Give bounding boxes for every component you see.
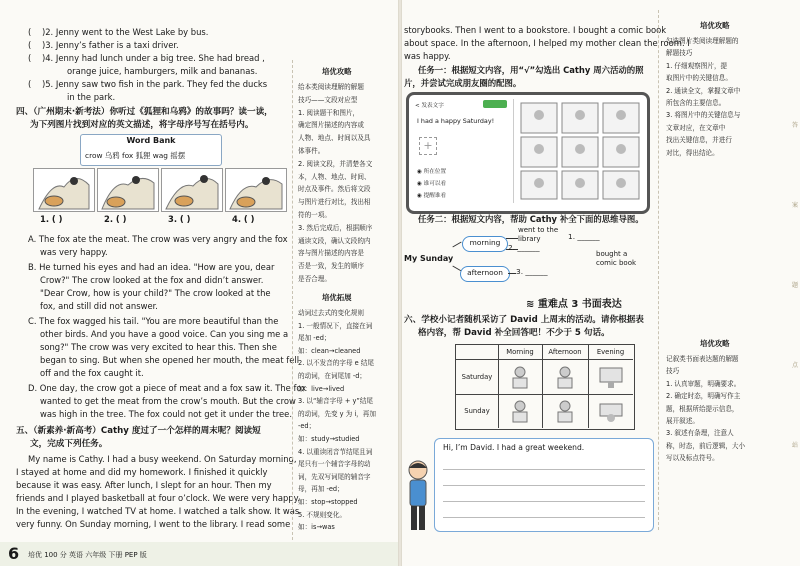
task-2-title: 任务二：根据短文内容，帮助 Cathy 补全下面的思维导图。 (418, 214, 644, 224)
story-line: other birds. And you have a good voice. Can you sing me a (40, 329, 289, 339)
story-picture-1 (33, 168, 95, 212)
tip-line: 符的一项。 (298, 211, 331, 219)
tip-line: 所包含的主要信息。 (666, 99, 726, 107)
tip-line: 否是一致，发生的顺序 (298, 262, 364, 271)
tip-line: 3. 以“辅音字母 + y”结尾 (298, 397, 373, 406)
passage-cont-line: storybooks. Then I went to a bookstore. I bought a comic book (404, 25, 667, 35)
tips-title-4: 培优攻略 (700, 339, 730, 348)
activity-picture (596, 398, 626, 424)
section-4-title: 四、（广州期末·新考法）你听过《狐狸和乌鸦》的故事吗？读一读， (16, 107, 273, 117)
tip-line: 4. 以重读闭音节结尾且词 (298, 447, 373, 456)
fox-crow-illustration-4 (226, 169, 286, 211)
answer-slot-1[interactable]: 1. ( ) (40, 214, 63, 224)
item-3: ( )3. Jenny’s father is a taxi driver. (28, 40, 179, 50)
section-6-title: 六、学校小记者随机采访了 David 上周末的活动。请你根据表 (404, 315, 644, 325)
passage-cont-line: was happy. (404, 51, 451, 61)
branch-comic-book: bought a comic book (596, 250, 637, 267)
answer-speech-box[interactable] (434, 438, 654, 532)
key-point-heading: ≋ 重难点 3 书面表达 (526, 299, 622, 310)
section-6-title-2: 格内容，帮 David 补全回答吧！不少于 5 句话。 (418, 328, 610, 338)
story-line: began to sing. But when she opened her mouth, the meat fell (40, 355, 300, 365)
location-icon: ◉ (417, 169, 424, 175)
passage-line: very funny. On Sunday morning, I went to the library. I read some (16, 519, 291, 529)
speech-opening: Hi, I’m David. I had a great weekend. (443, 443, 585, 452)
table-header-afternoon: Afternoon (542, 345, 589, 360)
story-picture-3 (161, 168, 223, 212)
item-2: ( )2. Jenny went to the West Lake by bus. (28, 27, 209, 37)
side-tab: 案 (791, 202, 798, 209)
branch-library: went to the library (518, 226, 559, 243)
tip-line: 3. 叙述有条理，注意人 (666, 429, 734, 438)
tablet-moments-illustration (406, 92, 650, 214)
activity-picture (596, 364, 626, 390)
side-tab: 站 (791, 442, 798, 449)
tip-line: -ed； (298, 422, 316, 431)
tip-line: 如：clean→cleaned (298, 346, 361, 355)
word-bank (80, 134, 222, 166)
item-5: ( )5. Jenny saw two fish in the park. They fed the ducks (28, 79, 268, 89)
table-row-sunday: Sunday (456, 394, 499, 428)
table-cell-picture (498, 359, 543, 395)
tip-line: 时点及事件。然后将文段 (298, 185, 371, 194)
tip-line: 题，根据所给提示信息， (666, 404, 739, 413)
table-row-saturday: Saturday (456, 359, 499, 395)
tips-title-3: 培优攻略 (700, 21, 730, 30)
publish-button[interactable] (483, 100, 507, 108)
tips-title-1: 培优攻略 (322, 67, 352, 76)
post-header: < 发表文字 (415, 103, 444, 109)
table-header-evening: Evening (588, 345, 633, 360)
item-5-cont: in the park. (67, 92, 116, 102)
table-cell-picture (588, 394, 633, 428)
table-cell-picture (498, 394, 543, 428)
fox-crow-illustration-3 (162, 169, 222, 211)
tip-line: 体事件。 (298, 147, 325, 155)
fox-crow-illustration-1 (34, 169, 94, 211)
passage-line: because it was easy. After lunch, I slept for an hour. Then my (16, 480, 272, 490)
task-1-title-2: 片，并尝试完成朋友圈的配图。 (404, 78, 522, 88)
tip-line: 的动词，在词尾加 -d； (298, 372, 367, 380)
tip-line: 展开叙述。 (666, 417, 699, 425)
passage-line: My name is Cathy. I had a busy weekend. On Saturday morning, (28, 454, 297, 464)
item-4: ( )4. Jenny had lunch under a big tree. She had bread , (28, 53, 265, 63)
word-bank-items: crow 乌鸦 fox 狐狸 wag 摇摆 (85, 151, 186, 160)
tip-line: 2. 通读全文，掌握文章中 (666, 86, 741, 95)
passage-line: In the evening, I watched TV at home. I watched a talk show. It was (16, 506, 300, 516)
tip-line: 1. 认真审题，明确要求。 (666, 379, 741, 388)
passage-cont-line: about space. In the afternoon, I helped my mother clean the room. I (404, 38, 690, 48)
story-line: fox, and still did not answer. (40, 301, 158, 311)
tip-line: 容与图片描述的内容是 (298, 249, 364, 258)
tip-line: 1. 阅读题干和图片， (298, 108, 360, 117)
activity-table (455, 344, 635, 430)
tip-line: 如：study→studied (298, 435, 360, 443)
story-line: was very happy. (40, 247, 108, 257)
section-5-title-2: 文，完成下列任务。 (30, 439, 108, 449)
answer-slot-4[interactable]: 4. ( ) (232, 214, 255, 224)
tip-line: 记叙类书面表达题的解题 (666, 355, 739, 363)
boy-david-icon (404, 460, 432, 536)
person-icon: ◉ (417, 181, 424, 187)
post-text: I had a happy Saturday! (417, 117, 495, 125)
story-line: was high in the tree. The fox could not get it under the tree. (40, 409, 292, 419)
activity-picture (550, 398, 580, 424)
mind-map-afternoon: afternoon (460, 266, 510, 282)
tip-line: 本，人物、地点、时间、 (298, 172, 371, 181)
mind-map-blank-2[interactable]: 2. ______ (508, 243, 540, 252)
tips-title-2: 培优拓展 (322, 293, 352, 302)
tip-line: 确定图片描述的内容或 (298, 121, 364, 130)
activity-photos-grid (519, 101, 641, 201)
tip-line: 文章对应，在文章中 (666, 123, 726, 132)
story-picture-4 (225, 168, 287, 212)
tip-line: 人物、地点、时间以及具 (298, 134, 371, 143)
tip-line: 如：live→lived (298, 384, 345, 393)
side-tab: 点 (791, 362, 798, 369)
tip-line: 1. 仔细观察图片，提 (666, 61, 728, 70)
tip-line: 给本类阅读理解的解题 (298, 83, 364, 91)
activity-picture (550, 364, 580, 390)
story-line: wanted to get the meat from the crow’s mouth. But the crow (40, 396, 296, 406)
tip-line: 2. 以不发音的字母 e 结尾 (298, 359, 374, 368)
story-line: B. He turned his eyes and had an idea. "How are you, dear (28, 262, 275, 272)
answer-slot-2[interactable]: 2. ( ) (104, 214, 127, 224)
story-line: A. The fox ate the meat. The crow was very angry and the fox (28, 234, 288, 244)
tip-line: 勾选图片类阅读理解题的 (666, 37, 739, 45)
tip-line: 是否合理。 (298, 275, 331, 283)
side-tab: 答 (791, 122, 798, 129)
tablet-post-panel (413, 99, 514, 203)
tip-line: 动词过去式的变化规则 (298, 309, 364, 317)
tip-line: 5. 不规则变化。 (298, 510, 346, 519)
story-line: C. The fox wagged his tail. "You are more beautiful than the (28, 316, 279, 326)
table-cell-picture (542, 359, 589, 395)
tip-line: 尾加 -ed； (298, 334, 331, 343)
footer-text: 培优 100 分 英语 六年级 下册 PEP 版 (28, 551, 147, 559)
table-cell-picture (588, 359, 633, 395)
word-bank-title: Word Bank (126, 136, 176, 145)
page-number: 6 (8, 544, 20, 563)
answer-slot-3[interactable]: 3. ( ) (168, 214, 191, 224)
tip-line: 通读文段，确认文段的内 (298, 236, 371, 245)
tip-line: 1. 一般情况下，直接在词 (298, 321, 373, 330)
mind-map-center: My Sunday (404, 254, 454, 263)
add-photo-icon[interactable]: + (419, 137, 437, 155)
tip-line: 对比，得出结论。 (666, 148, 719, 157)
passage-line: I stayed at home and did my homework. I finished it quickly (16, 467, 268, 477)
tip-line: 解题技巧 (666, 49, 693, 58)
side-tab: 题 (791, 282, 798, 289)
story-line: "Dear Crow, how is your child?" The crow looked at the (40, 288, 271, 298)
fox-crow-illustration-2 (98, 169, 158, 211)
activity-picture (505, 398, 535, 424)
table-header-morning: Morning (498, 345, 543, 360)
task-1-title: 任务一：根据短文内容，用“√”勾选出 Cathy 周六活动的照 (418, 65, 644, 75)
activity-picture (505, 364, 535, 390)
menu-item-remind[interactable]: ◉ 提醒谁看 (417, 193, 447, 199)
tip-line: 找出关键信息，并进行 (666, 136, 732, 145)
tip-line: 与图片进行对比，找出相 (298, 198, 371, 207)
tip-line: 母，再加 -ed； (298, 485, 344, 494)
tip-line: 如：stop→stopped (298, 498, 358, 506)
tip-line: 如：is→was (298, 523, 335, 532)
tip-line: 写以及标点符号。 (666, 454, 719, 463)
tip-line: 2. 确定时态，明确写作主 (666, 392, 741, 401)
tip-line: 3. 将图片中的关键信息与 (666, 111, 741, 120)
tip-line: 词，先双写词尾的辅音字 (298, 472, 371, 481)
tip-line: 2. 阅读文段，并清楚各文 (298, 159, 373, 168)
story-picture-2 (97, 168, 159, 212)
mind-map-morning: morning (462, 236, 508, 252)
story-line: D. One day, the crow got a piece of meat and a fox saw it. The fox (28, 383, 307, 393)
menu-item-visibility[interactable]: ◉ 谁可以看 (417, 181, 447, 187)
heading-stripes-icon: ≋ (526, 299, 538, 310)
mind-map-blank-1[interactable]: 1. ______ (568, 232, 600, 241)
section-5-title: 五、（新素养·新高考）Cathy 度过了一个怎样的周末呢？阅读短 (16, 426, 261, 436)
menu-item-location[interactable]: ◉ 所在位置 (417, 169, 447, 175)
tip-line: 3. 然后完成后，根据顺序 (298, 223, 373, 232)
tip-line: 的动词，先变 y 为 i，再加 (298, 409, 376, 418)
story-line: song?" The crow was very excited to hear this. Then she (40, 342, 277, 352)
at-icon: ◉ (417, 193, 424, 199)
table-cell-picture (542, 394, 589, 428)
section-4-title-2: 为下列图片找到对应的英文描述，将字母序号写在括号内。 (30, 120, 254, 130)
mind-map-blank-3[interactable]: 3. ______ (516, 267, 548, 276)
passage-line: friends and I played basketball at four o’clock. We were very happy. (16, 493, 301, 503)
tip-line: 技巧 (666, 367, 680, 376)
left-footer (0, 542, 398, 566)
story-line: off and the fox caught it. (40, 368, 144, 378)
tip-line: 称，时态，前后逻辑，大小 (666, 441, 746, 450)
tip-line: 取图片中的关键信息。 (666, 74, 732, 83)
tip-line: 尾只有一个辅音字母的动 (298, 460, 371, 469)
tip-line: 技巧——文段对应型 (298, 95, 358, 104)
item-4-cont: orange juice, hamburgers, milk and bananas. (67, 66, 258, 76)
story-line: Crow?" The crow looked at the fox and didn’t answer. (40, 275, 264, 285)
table-corner (456, 345, 499, 360)
